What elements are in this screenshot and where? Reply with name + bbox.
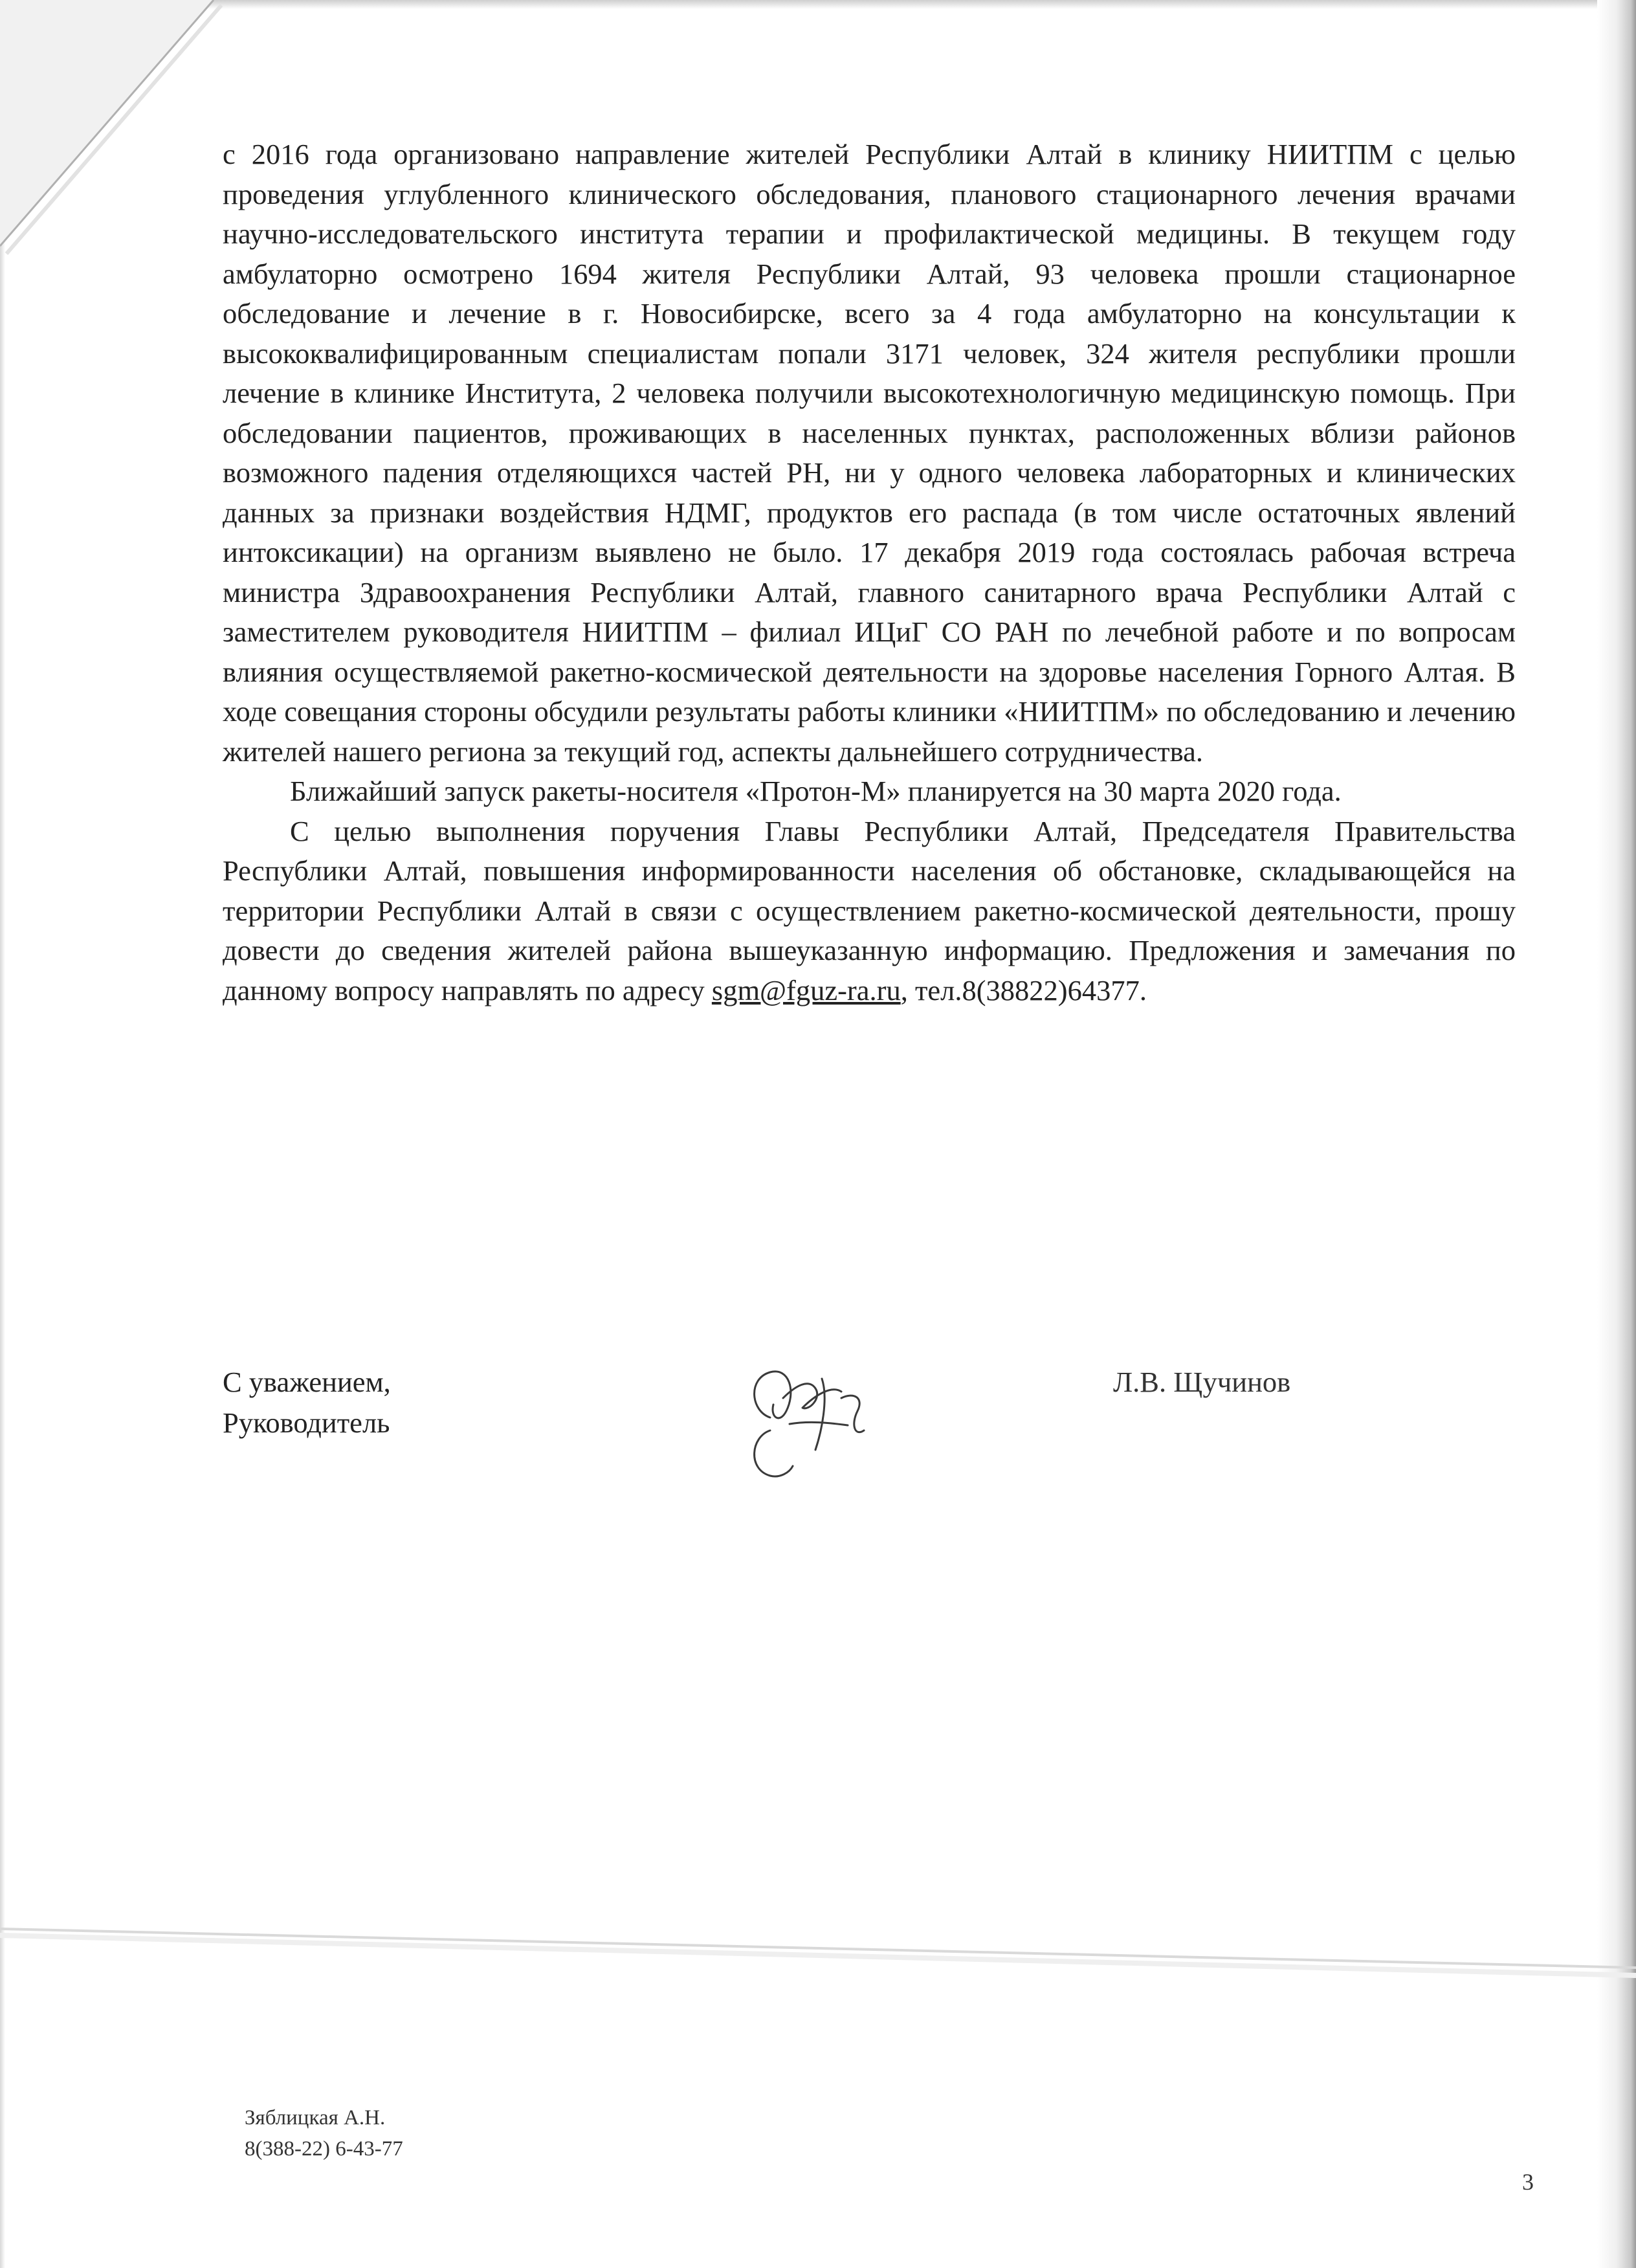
- closing-position: Руководитель: [223, 1406, 390, 1439]
- letter-body: [223, 135, 1516, 1010]
- contact-name: Зяблицкая А.Н.: [245, 2106, 386, 2129]
- request-phone-text: , тел.8(38822)64377.: [900, 973, 1147, 1006]
- signer-name: Л.В. Щучинов: [1113, 1366, 1291, 1398]
- closing-block: [223, 1362, 391, 1443]
- request-text: С целью выполнения поручения Главы Республики Алтай, Председателя Правительства Республики Алтай, повышения информированности населения об обстановке, складывающейся на территории Республики Алтай в связи с осуществлением ракетно-космической деятельности, прошу довести до сведения жителей района вышеуказанную информацию. Предложения и замечания по данному вопросу направлять по адресу: [223, 814, 1516, 1006]
- email-link[interactable]: sgm@fguz-ra.ru: [711, 973, 901, 1006]
- handwritten-signature: [725, 1340, 893, 1495]
- closing-salutation: С уважением,: [223, 1366, 391, 1398]
- page-number: 3: [1522, 2169, 1534, 2195]
- contact-phone: 8(388-22) 6-43-77: [245, 2137, 403, 2161]
- page-fold-line: [0, 1890, 1636, 1987]
- contact-block: [245, 2102, 403, 2164]
- paragraph-clinic-examinations: с 2016 года организовано направление жителей Республики Алтай в клинику НИИТПМ с целью проведения углубленного клинического обследования, планового стационарного лечения врачами научно-исследовательского института терапии и профилактической медицины. В текущем году амбулаторно осмотрено 1694 жителя Республики Алтай, 93 человека прошли стационарное обследование и лечение в г. Новосибирске, всего за 4 года амбулаторно на консультации к высококвалифицированным специалистам попали 3171 человек, 324 жителя республики прошли лечение в клинике Института, 2 человека получили высокотехнологичную медицинскую помощь. При обследовании пациентов, проживающих в населенных пунктах, расположенных вблизи районов возможного падения отделяющихся частей РН, ни у одного человека лабораторных и клинических данных за признаки воздействия НДМГ, продуктов его распада (в том числе остаточных явлений интоксикации) на организм выявлено не было. 17 декабря 2019 года состоялась рабочая встреча министра Здравоохранения Республики Алтай, главного санитарного врача Республики Алтай с заместителем руководителя НИИТПМ – филиал ИЦиГ СО РАН по лечебной работе и по вопросам влияния осуществляемой ракетно-космической деятельности на здоровье населения Горного Алтая. В ходе совещания стороны обсудили результаты работы клиники «НИИТПМ» по обследованию и лечению жителей нашего региона за текущий год, аспекты дальнейшего сотрудничества.: [223, 138, 1516, 768]
- paragraph-next-launch: Ближайший запуск ракеты-носителя «Протон-М» планируется на 30 марта 2020 года.: [290, 775, 1342, 807]
- paragraph-request: [223, 812, 1516, 1011]
